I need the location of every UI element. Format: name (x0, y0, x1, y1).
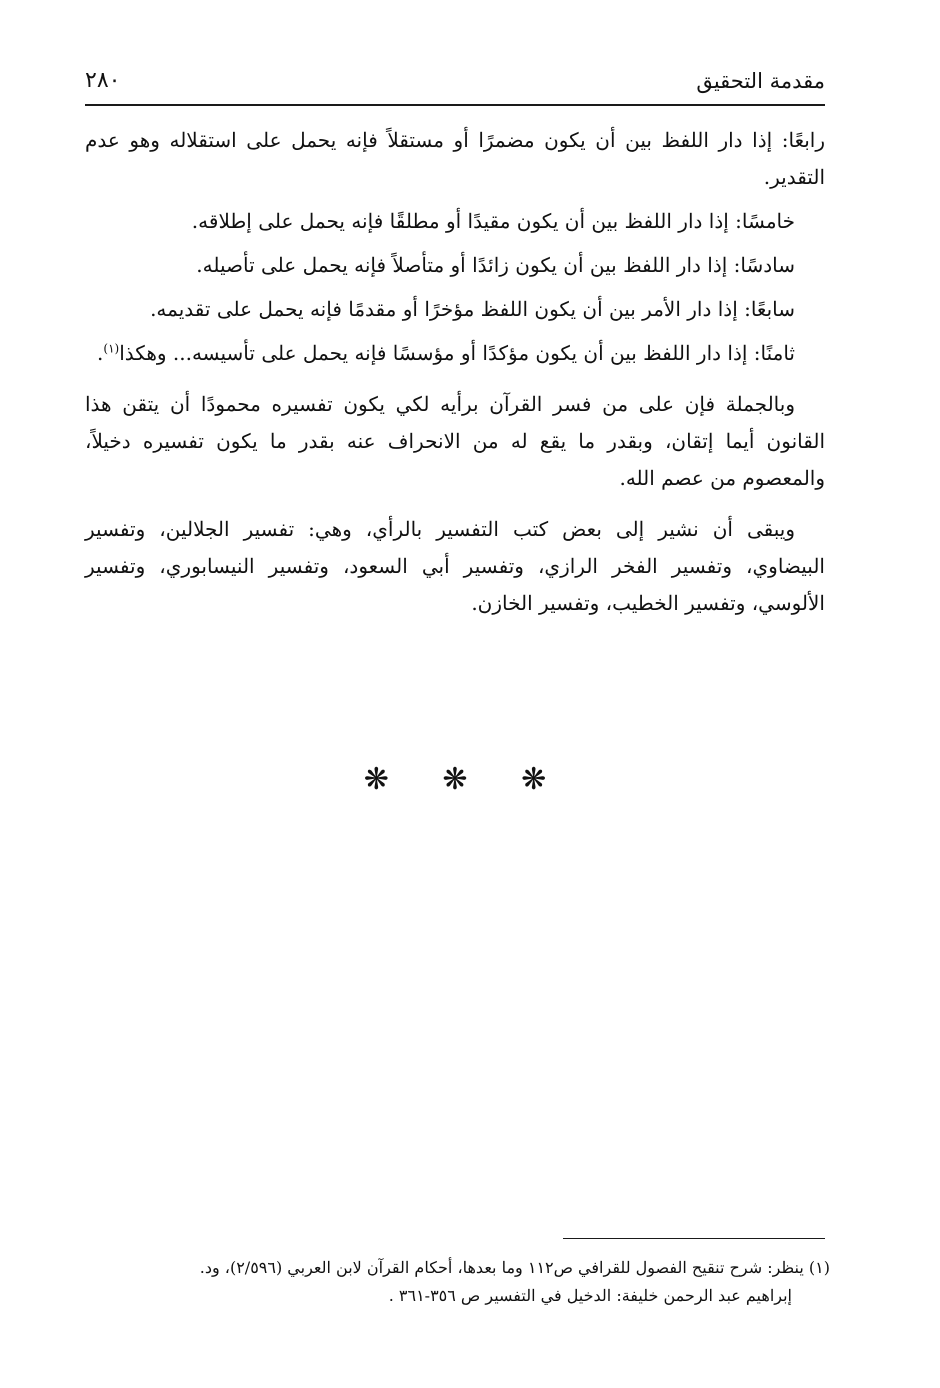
end-punctuation: . (97, 341, 104, 365)
star-ornament-icon: ❋ (363, 762, 389, 797)
paragraph-summary: وبالجملة فإن على من فسر القرآن برأيه لكي يكون تفسيره محمودًا أن يتقن هذا القانون أيما إتقان، وبقدر ما يقع له من الانحراف عنه بقدر ما يكون تفسيره دخيلاً، والمعصوم من عصم الله. (85, 392, 825, 490)
paragraph-rule-7 (85, 291, 825, 328)
paragraph-rule-6: سادسًا: إذا دار اللفظ بين أن يكون زائدًا أو متأصلاً فإنه يحمل على تأصيله. (196, 253, 795, 277)
running-title: مقدمة التحقيق (696, 69, 825, 93)
footnote-reference[interactable]: (١) (103, 341, 120, 356)
paragraph-rule-7-text: سابعًا: إذا دار الأمر بين أن يكون اللفظ مؤخرًا أو مقدمًا فإنه يحمل على تقديمه. (150, 297, 795, 321)
footnote-line-1: (١) ينظر: شرح تنقيح الفصول للقرافي ص١١٢ وما بعدها، أحكام القرآن لابن العربي (٢/٥٩٦)، ود. (199, 1258, 830, 1277)
page-number: ٢٨٠ (85, 68, 121, 93)
star-ornament-icon: ❋ (442, 762, 468, 797)
page-header (85, 66, 825, 100)
paragraph-rule-8-text: ثامنًا: إذا دار اللفظ بين أن يكون مؤكدًا أو مؤسسًا فإنه يحمل على تأسيسه... وهكذا (119, 341, 795, 365)
footnote-line-2: إبراهيم عبد الرحمن خليفة: الدخيل في التفسير ص ٣٥٦-٣٦١ . (388, 1286, 792, 1305)
paragraph-rule-5: خامسًا: إذا دار اللفظ بين أن يكون مقيدًا أو مطلقًا فإنه يحمل على إطلاقه. (191, 209, 795, 233)
header-divider (85, 104, 825, 106)
paragraph-books-list: ويبقى أن نشير إلى بعض كتب التفسير بالرأي، وهي: تفسير الجلالين، وتفسير البيضاوي، وتفسير الفخر الرازي، وتفسير أبي السعود، وتفسير النيسابوري، وتفسير الألوسي، وتفسير الخطيب، وتفسير الخازن. (85, 517, 825, 615)
paragraph-rule-4: رابعًا: إذا دار اللفظ بين أن يكون مضمرًا أو مستقلاً فإنه يحمل على استقلاله وهو عدم التقدير. (85, 128, 825, 189)
star-ornament-icon: ❋ (521, 762, 547, 797)
paragraph-rule-8 (85, 335, 825, 372)
main-text (85, 122, 825, 629)
footnote-divider (563, 1238, 825, 1239)
footnote (85, 1254, 830, 1310)
section-divider-stars (85, 762, 825, 797)
